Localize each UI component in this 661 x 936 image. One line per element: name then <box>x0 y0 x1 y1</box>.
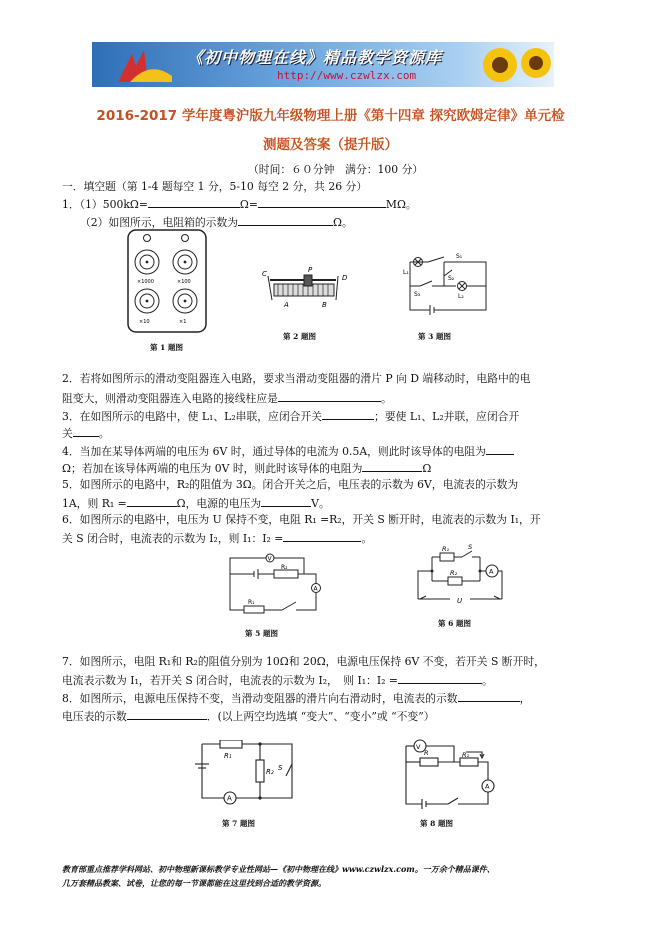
dial-label-one: ×1 <box>179 319 187 325</box>
figure-6-caption: 第 6 题图 <box>438 619 471 628</box>
terminal-C-label: C <box>262 270 267 278</box>
answer-blank-5a[interactable] <box>127 495 177 507</box>
figure-1-caption: 第 1 题图 <box>150 343 183 352</box>
question-5-line1: 5．如图所示的电路中，R₂的阻值为 3Ω。闭合开关之后，电压表的示数为 6V，电流表的示数为 <box>62 478 519 491</box>
switch-S2-label: S₂ <box>448 275 455 282</box>
answer-blank-8b[interactable] <box>127 708 207 720</box>
answer-blank-1a-ohm[interactable] <box>148 196 240 208</box>
question-1b: （2）如图所示，电阻箱的示数为 Ω。 <box>80 216 353 229</box>
ammeter-label: A <box>313 585 318 593</box>
ammeter-label: A <box>489 567 494 576</box>
dial-label-thousand: ×1000 <box>137 279 154 285</box>
footer-line-1: 教育部重点推荐学科网站、初中物理新课标教学专业性网站—《初中物理在线》www.czwlzx.com。一万余个精品课件、 <box>62 864 495 874</box>
switch-S-label: S <box>468 543 473 551</box>
sunflower-icon <box>478 43 554 86</box>
answer-blank-2[interactable] <box>278 390 381 402</box>
answer-blank-4b[interactable] <box>362 460 422 472</box>
question-7-line2: 电流表示数为 I₁，若开关 S 闭合时，电流表的示数为 I₂， 则 I₁：I₂ = 。 <box>62 674 493 687</box>
answer-blank-1b[interactable] <box>238 214 333 226</box>
resistor-R-label: R <box>424 749 429 757</box>
figure-3-circuit <box>400 250 492 325</box>
answer-blank-3a[interactable] <box>322 408 374 420</box>
switch-S3-label: S₃ <box>414 291 421 298</box>
dial-label-hundred: ×100 <box>177 279 191 285</box>
resistor-R1-label: R₁ <box>224 752 232 760</box>
resistor-R1-label: R₁ <box>248 599 255 606</box>
question-5-line2: 1A，则 R₁ = Ω，电源的电压为 V。 <box>62 497 330 510</box>
terminal-A-label: A <box>284 301 289 309</box>
question-7-line1: 7．如图所示，电阻 R₁和 R₂的阻值分别为 10Ω和 20Ω，电源电压保持 6V 不变，若开关 S 断开时， <box>62 655 545 668</box>
banner-url[interactable]: http://www.czwlzx.com <box>277 69 417 82</box>
question-6-line1: 6．如图所示的电路中，电压为 U 保持不变，电阻 R₁ =R₂，开关 S 断开时，电流表的示数为 I₁，开 <box>62 513 541 526</box>
dial-label-ten: ×10 <box>139 319 150 325</box>
answer-blank-3b[interactable] <box>73 425 99 437</box>
rheostat-R1-label: R₁ <box>462 751 470 759</box>
page-title: 2016-2017 学年度粤沪版九年级物理上册《第十四章 探究欧姆定律》单元检 <box>96 108 565 124</box>
banner-title: 《初中物理在线》精品教学资源库 <box>187 48 443 67</box>
resistor-R1-label: R₁ <box>442 545 450 553</box>
answer-blank-4a[interactable] <box>486 443 514 455</box>
question-2-line2: 阻变大，则滑动变阻器连入电路的接线柱应是 。 <box>62 392 392 405</box>
figure-2-rheostat <box>258 266 350 310</box>
ammeter-label: A <box>227 794 232 803</box>
voltage-U-label: U <box>457 597 463 605</box>
terminal-D-label: D <box>342 274 348 282</box>
answer-blank-1a-mohm[interactable] <box>258 196 386 208</box>
section-heading: 一．填空题（第 1-4 题每空 1 分，5-10 每空 2 分，共 26 分） <box>62 180 368 193</box>
ammeter-label: A <box>485 782 490 791</box>
question-8-line1: 8．如图所示，电源电压保持不变，当滑动变阻器的滑片向右滑动时，电流表的示数 ， <box>62 692 531 705</box>
question-3-line1: 3．在如图所示的电路中，使 L₁、L₂串联，应闭合开关 ；要使 L₁、L₂并联，应闭合开 <box>62 410 520 423</box>
answer-blank-7[interactable] <box>398 672 482 684</box>
question-3-line2: 关 。 <box>62 427 110 440</box>
figure-3-caption: 第 3 题图 <box>418 332 451 341</box>
question-6-line2: 关 S 闭合时，电流表的示数为 I₂，则 I₁：I₂ = 。 <box>62 532 373 545</box>
answer-blank-5b[interactable] <box>261 495 311 507</box>
resistor-R2-label: R₂ <box>266 768 274 776</box>
voltmeter-label: V <box>267 555 272 563</box>
time-info: （时间：６０分钟 满分：100 分） <box>248 163 424 176</box>
answer-blank-8a[interactable] <box>458 690 520 702</box>
voltmeter-label: V <box>416 743 421 751</box>
question-4-line1: 4．当加在某导体两端的电压为 6V 时，通过导体的电流为 0.5A，则此时该导体的电阻为 <box>62 443 514 458</box>
figure-8-caption: 第 8 题图 <box>420 819 453 828</box>
question-4-line2: Ω；若加在该导体两端的电压为 0V 时，则此时该导体的电阻为 Ω <box>62 462 432 475</box>
logo-icon <box>110 46 180 86</box>
switch-S-label: S <box>278 764 283 772</box>
figure-5-circuit <box>220 548 322 614</box>
slider-P-label: P <box>308 266 313 274</box>
question-2-line1: 2．若将如图所示的滑动变阻器连入电路，要求当滑动变阻器的滑片 P 向 D 端移动时，电路中的电 <box>62 372 531 385</box>
header-banner <box>92 42 554 87</box>
page-subtitle: 测题及答案（提升版） <box>263 137 398 153</box>
figure-1-resistance-box <box>127 229 207 334</box>
lamp-L2-label: L₂ <box>458 293 464 300</box>
figure-6-circuit <box>410 543 510 611</box>
figure-8-circuit <box>396 738 500 810</box>
answer-blank-6[interactable] <box>283 530 361 542</box>
figure-5-caption: 第 5 题图 <box>245 629 278 638</box>
question-8-line2: 电压表的示数 ．(以上两空均选填 “变大”、“变小”或 “不变”） <box>62 710 435 723</box>
terminal-B-label: B <box>322 301 327 309</box>
switch-S1-label: S₁ <box>456 253 463 260</box>
footer-line-2: 几万套精品教案、试卷，让您的每一节课都能在这里找到合适的教学资源。 <box>62 878 326 888</box>
lamp-L1-label: L₁ <box>403 269 409 276</box>
figure-2-caption: 第 2 题图 <box>283 332 316 341</box>
figure-7-circuit <box>190 740 306 808</box>
question-1a: 1．（1）500kΩ= Ω= MΩ。 <box>62 198 417 211</box>
resistor-R2-label: R₂ <box>450 569 458 577</box>
figure-7-caption: 第 7 题图 <box>222 819 255 828</box>
resistor-R2-label: R₂ <box>281 564 288 571</box>
